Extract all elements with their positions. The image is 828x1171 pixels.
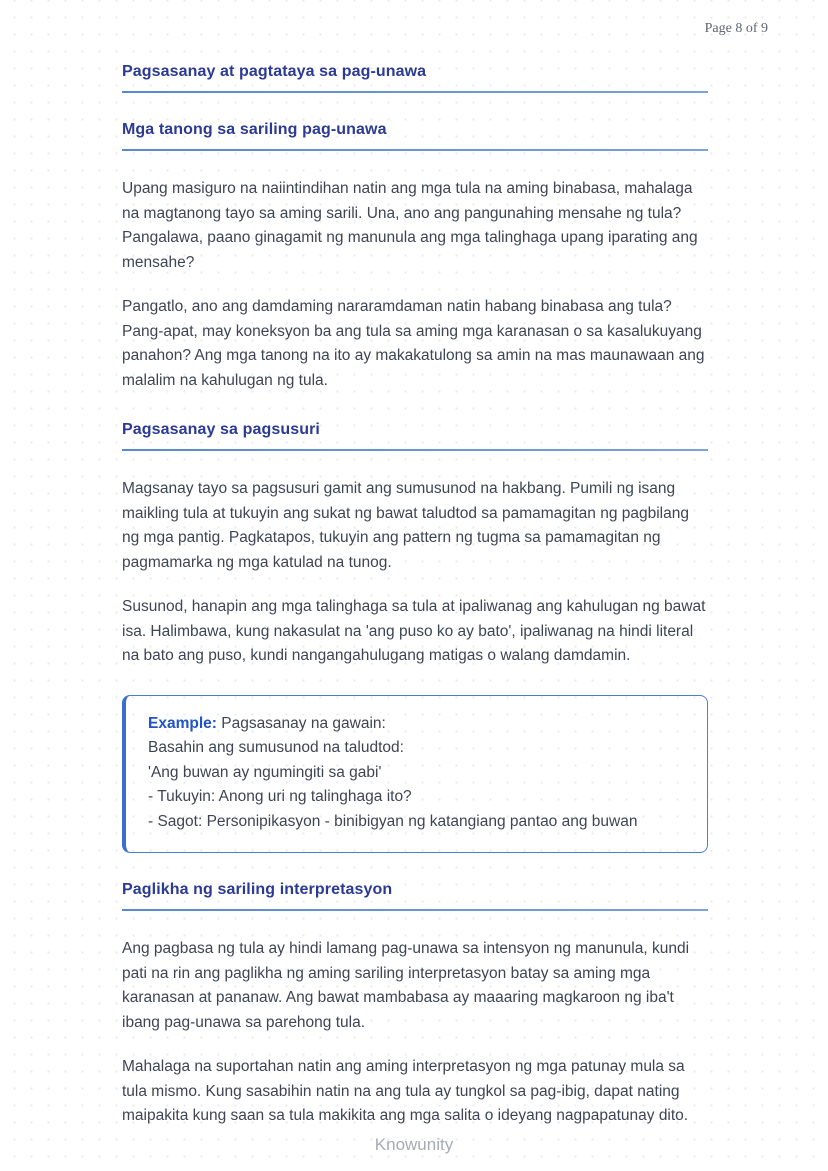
heading-rule [122, 909, 708, 911]
document-content [122, 63, 708, 1129]
example-intro-text: Pagsasanay na gawain: [221, 714, 386, 732]
section-heading-pagsasanay-sa-pagsusuri: Pagsasanay sa pagsusuri [122, 421, 320, 438]
paragraph: Pangatlo, ano ang damdaming nararamdaman natin habang binabasa ang tula? Pang-apat, may koneksyon ba ang tula sa aming mga karanasan o sa kasalukuyang panahon? Ang mga tanong na ito ay makakatulong sa amin na mas maunawaan ang malalim na kahulugan ng tula. [122, 298, 705, 389]
example-line: - Tukuyin: Anong uri ng talinghaga ito? [148, 788, 412, 805]
example-line: Basahin ang sumusunod na taludtod: [148, 739, 404, 756]
example-line: 'Ang buwan ay ngumingiti sa gabi' [148, 763, 382, 781]
heading-rule [122, 449, 708, 451]
section-heading-paglikha-ng-interpretasyon: Paglikha ng sariling interpretasyon [122, 881, 393, 898]
paragraph: Ang pagbasa ng tula ay hindi lamang pag-unawa sa intensyon ng manunula, kundi pati na rin ang paglikha ng aming sariling interpretasyon batay sa aming mga karanasan at pananaw. Ang bawat mambabasa ay maaaring magkaroon ng iba't ibang pag-unawa sa parehong tula. [122, 940, 690, 1031]
example-line: - Sagot: Personipikasyon - binibigyan ng katangiang pantao ang buwan [148, 812, 638, 830]
paragraph: Susunod, hanapin ang mga talinghaga sa tula at ipaliwanag ang kahulugan ng bawat isa. Halimbawa, kung nakasulat na 'ang puso ko ay bato', ipaliwanag na hindi literal na bato ang puso, kundi nangangahulugang matigas o walang damdamin. [122, 598, 706, 664]
example-box [122, 695, 708, 854]
paragraph: Mahalaga na suportahan natin ang aming interpretasyon ng mga patunay mula sa tula mismo. Kung sasabihin natin na ang tula ay tungkol sa pag-ibig, dapat nating maipakita kung saan sa tula makikita ang mga salita o ideyang nagpapatunay dito. [122, 1058, 689, 1124]
section-heading-mga-tanong: Mga tanong sa sariling pag-unawa [122, 121, 387, 138]
heading-rule [122, 149, 708, 151]
example-label: Example: [148, 714, 217, 732]
example-intro-line [148, 712, 683, 737]
heading-rule [122, 91, 708, 93]
footer-brand: Knowunity [374, 1135, 454, 1154]
paragraph: Upang masiguro na naiintindihan natin ang mga tula na aming binabasa, mahalaga na magtanong tayo sa aming sarili. Una, ano ang pangunahing mensahe ng tula? Pangalawa, paano ginagamit ng manunula ang mga talinghaga upang iparating ang mensahe? [122, 180, 698, 271]
section-heading-pagsasanay-at-pagtataya: Pagsasanay at pagtataya sa pag-unawa [122, 63, 427, 80]
paragraph: Magsanay tayo sa pagsusuri gamit ang sumusunod na hakbang. Pumili ng isang maikling tula at tukuyin ang sukat ng bawat taludtod sa pamamagitan ng pagbilang ng mga pantig. Pagkatapos, tukuyin ang pattern ng tugma sa pamamagitan ng pagmamarka ng mga katulad na tunog. [122, 480, 689, 571]
page-number: Page 8 of 9 [704, 21, 768, 36]
